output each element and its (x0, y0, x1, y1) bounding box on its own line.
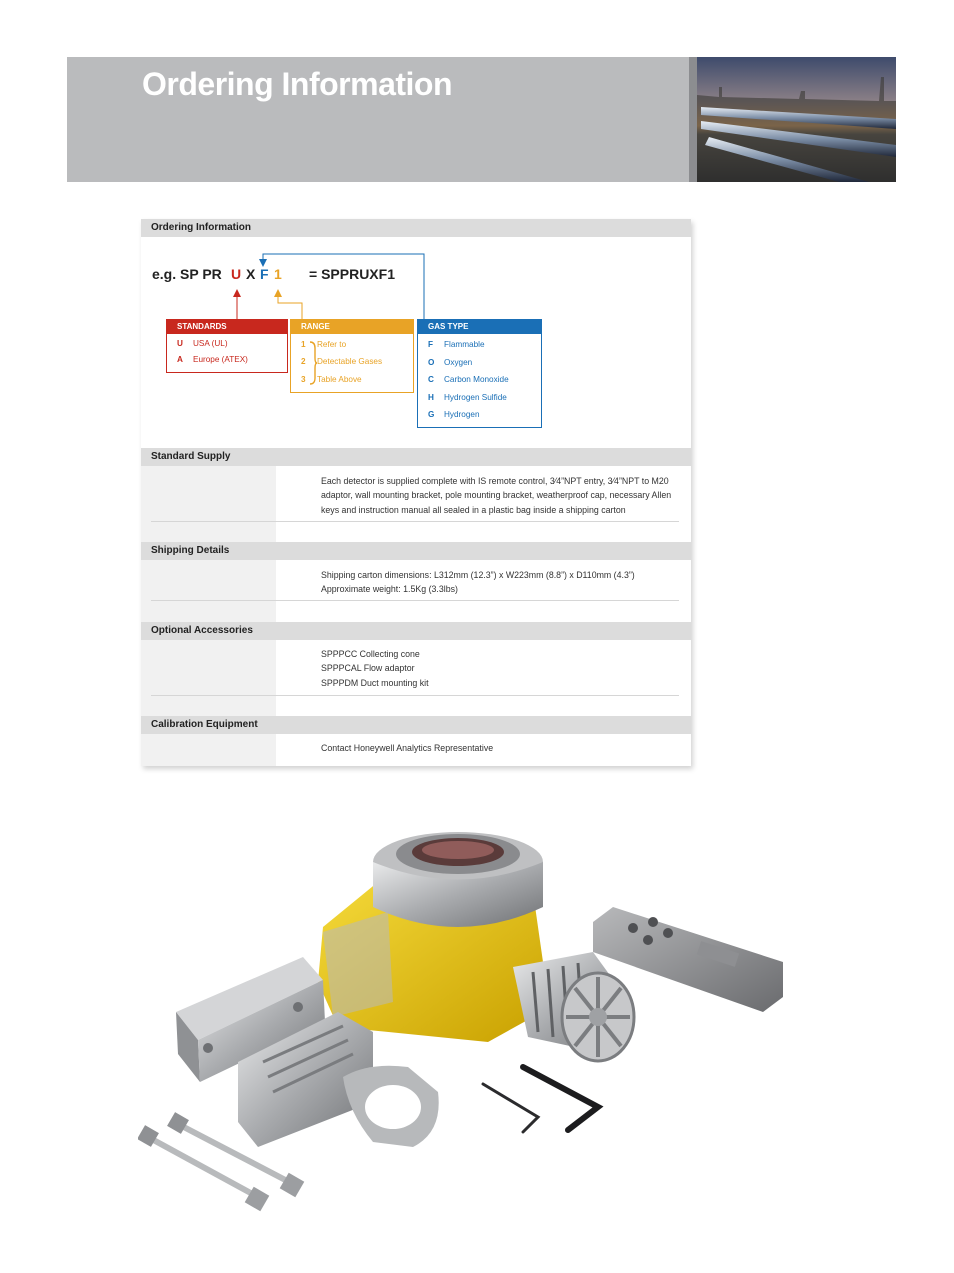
section-header-ordering: Ordering Information (141, 219, 691, 237)
divider (151, 600, 679, 601)
code-connector-lines (141, 219, 691, 329)
calibration-text: Contact Honeywell Analytics Representative (321, 743, 494, 753)
section-header-standard-supply: Standard Supply (141, 448, 691, 466)
standards-box: STANDARDS U USA (UL) A Europe (ATEX) (166, 319, 288, 373)
standard-supply-text: Each detector is supplied complete with IS remote control, 3⁄4”NPT entry, 3⁄4”NPT to M20 adaptor, wall mounting bracket, pole mounting bracket, weatherproof cap, necessary Allen keys and instruction manual all sealed in a plastic bag inside a shipping carton (321, 476, 672, 515)
example-result: = SPPRUXF1 (309, 266, 395, 282)
standards-title: STANDARDS (167, 320, 287, 334)
detector-housing-icon (318, 832, 543, 1042)
example-code-x: X (246, 266, 256, 282)
range-box: RANGE 1 Refer to 2 Detectable Gases 3 Table Above (290, 319, 414, 393)
example-prefix: e.g. SP PR (152, 266, 222, 282)
left-column (141, 640, 276, 716)
ordering-table (141, 219, 691, 766)
gas-type-title: GAS TYPE (418, 320, 541, 334)
range-brace-icon (308, 340, 318, 386)
section-header-calibration: Calibration Equipment (141, 716, 691, 734)
example-code-range: 1 (274, 266, 282, 282)
pipeline-photo (689, 57, 896, 182)
allen-key-icon (483, 1067, 598, 1132)
range-title: RANGE (291, 320, 413, 334)
example-code-standard: U (231, 266, 242, 282)
sensor-head-icon (513, 952, 634, 1061)
shipping-details-text: Shipping carton dimensions: L312mm (12.3”) x W223mm (8.8”) x D110mm (4.3”) Approximate weight: 1.5Kg (3.3lbs) (321, 570, 635, 595)
left-column (141, 734, 276, 766)
page-title: Ordering Information (142, 66, 452, 102)
product-photo (138, 812, 788, 1222)
optional-accessories-text: SPPPCC Collecting cone SPPPCAL Flow adaptor SPPPDM Duct mounting kit (321, 649, 429, 688)
divider (151, 695, 679, 696)
section-header-accessories: Optional Accessories (141, 622, 691, 640)
left-column (141, 466, 276, 542)
gas-type-box: GAS TYPE F Flammable O Oxygen C Carbon Monoxide H Hydrogen Sulfide G Hydrogen (417, 319, 542, 428)
section-header-shipping: Shipping Details (141, 542, 691, 560)
divider (151, 521, 679, 522)
left-column (141, 560, 276, 622)
example-code-gas: F (260, 266, 269, 282)
